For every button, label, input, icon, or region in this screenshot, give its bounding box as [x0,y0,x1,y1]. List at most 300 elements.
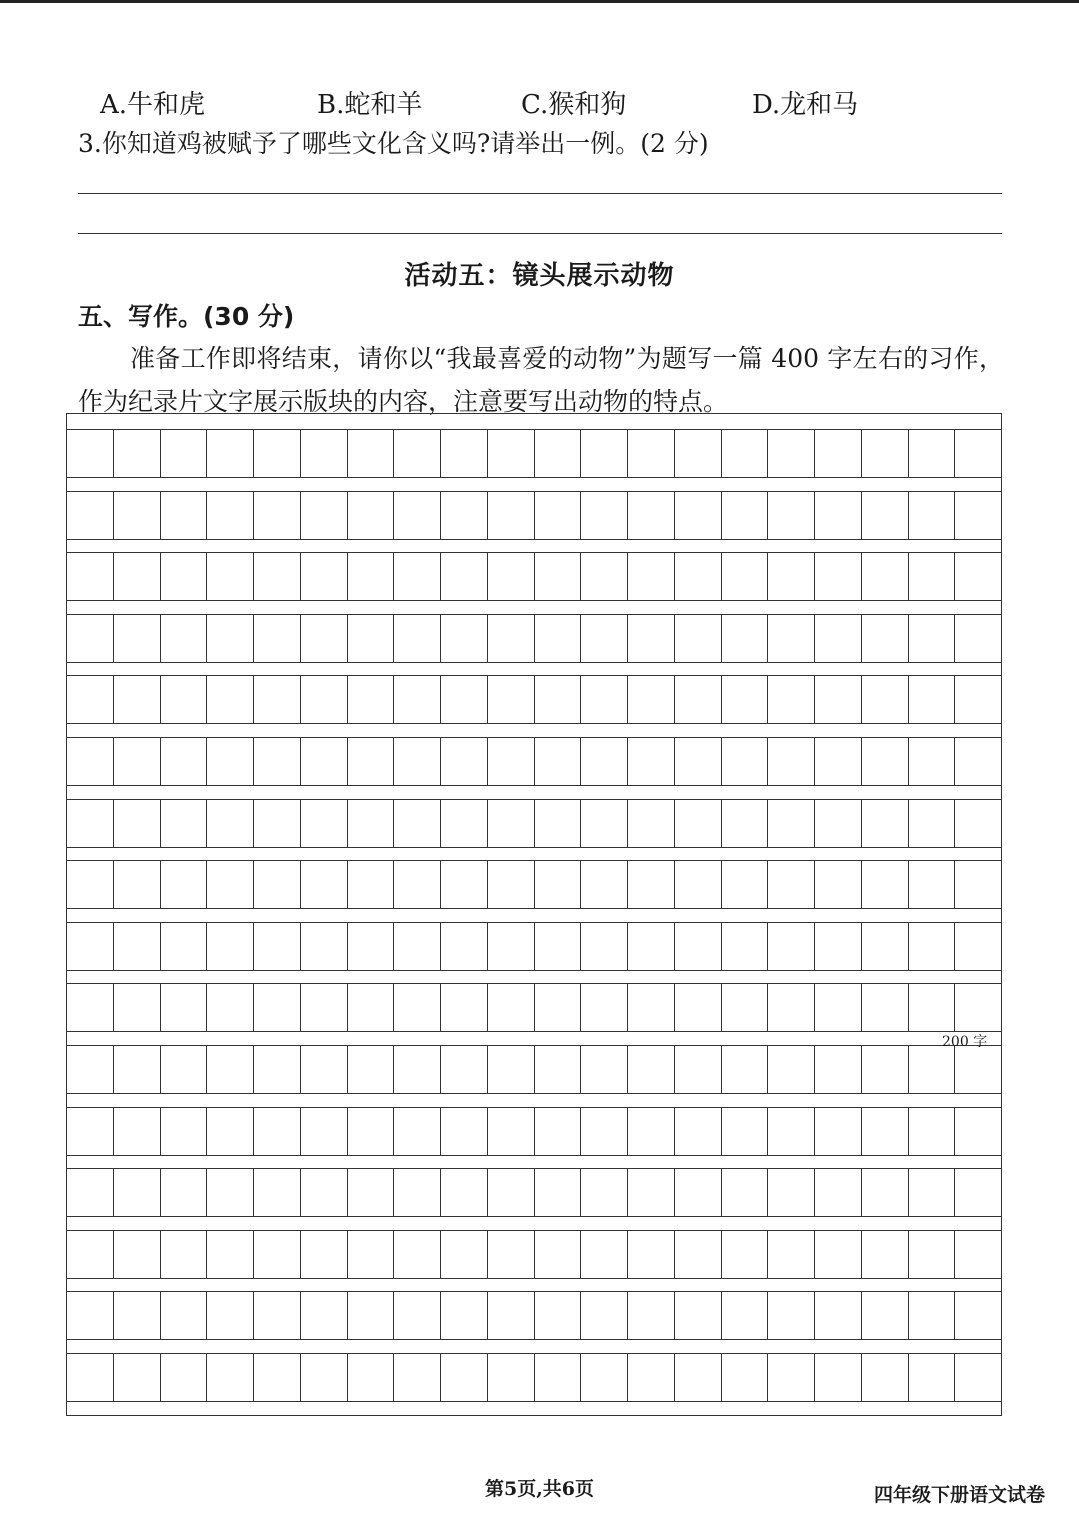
grid-cell[interactable] [67,1169,113,1216]
grid-cell[interactable] [767,1292,814,1339]
grid-cell[interactable] [300,1354,347,1401]
grid-cell[interactable] [393,1292,440,1339]
grid-cell[interactable] [487,1169,534,1216]
grid-cell[interactable] [767,861,814,908]
grid-cell[interactable] [67,1231,113,1278]
grid-cell[interactable] [487,1046,534,1093]
grid-cell[interactable] [580,1169,627,1216]
grid-cell[interactable] [814,430,861,477]
grid-cell[interactable] [253,430,300,477]
grid-cell[interactable] [721,1169,768,1216]
grid-cell[interactable] [347,1169,394,1216]
grid-cell[interactable] [767,553,814,600]
grid-cell[interactable] [767,800,814,847]
grid-cell[interactable] [160,430,207,477]
grid-cell[interactable] [627,923,674,970]
grid-cell[interactable] [861,492,908,539]
grid-cell[interactable] [67,1354,113,1401]
grid-cell[interactable] [113,430,160,477]
grid-cell[interactable] [393,984,440,1031]
grid-cell[interactable] [861,676,908,723]
grid-cell[interactable] [534,1292,581,1339]
grid-cell[interactable] [767,1231,814,1278]
grid-cell[interactable] [908,1354,955,1401]
grid-cell[interactable] [487,492,534,539]
grid-cell[interactable] [580,861,627,908]
grid-cell[interactable] [160,1292,207,1339]
grid-cell[interactable] [487,1231,534,1278]
grid-cell[interactable] [908,800,955,847]
grid-cell[interactable] [627,676,674,723]
grid-cell[interactable] [160,1108,207,1155]
grid-cell[interactable] [534,430,581,477]
grid-cell[interactable] [487,738,534,785]
grid-cell[interactable] [160,738,207,785]
grid-cell[interactable] [767,1046,814,1093]
grid-cell[interactable] [580,800,627,847]
grid-cell[interactable] [206,984,253,1031]
grid-cell[interactable] [487,984,534,1031]
grid-cell[interactable] [861,800,908,847]
grid-cell[interactable] [861,1354,908,1401]
grid-cell[interactable] [113,615,160,662]
grid-cell[interactable] [627,1292,674,1339]
grid-cell[interactable] [67,676,113,723]
grid-cell[interactable] [393,1169,440,1216]
grid-cell[interactable] [440,984,487,1031]
grid-cell[interactable] [954,1108,1001,1155]
grid-cell[interactable] [721,861,768,908]
grid-cell[interactable] [627,984,674,1031]
grid-cell[interactable] [440,430,487,477]
grid-cell[interactable] [300,615,347,662]
grid-cell[interactable] [393,676,440,723]
grid-cell[interactable] [440,738,487,785]
grid-cell[interactable] [160,553,207,600]
grid-cell[interactable] [300,861,347,908]
grid-cell[interactable] [954,1292,1001,1339]
grid-cell[interactable] [861,1169,908,1216]
grid-cell[interactable] [954,1354,1001,1401]
grid-cell[interactable] [487,676,534,723]
grid-cell[interactable] [253,738,300,785]
grid-cell[interactable] [487,430,534,477]
grid-cell[interactable] [347,1108,394,1155]
grid-cell[interactable] [908,923,955,970]
grid-cell[interactable] [206,738,253,785]
grid-cell[interactable] [440,1292,487,1339]
grid-cell[interactable] [814,861,861,908]
grid-cell[interactable] [440,1108,487,1155]
grid-cell[interactable] [674,923,721,970]
grid-cell[interactable] [440,615,487,662]
grid-cell[interactable] [861,615,908,662]
grid-cell[interactable] [347,1292,394,1339]
grid-cell[interactable] [580,1292,627,1339]
grid-cell[interactable] [393,861,440,908]
grid-cell[interactable] [160,923,207,970]
grid-cell[interactable] [113,1046,160,1093]
grid-cell[interactable] [580,676,627,723]
grid-cell[interactable] [113,923,160,970]
grid-cell[interactable] [253,800,300,847]
grid-cell[interactable] [160,861,207,908]
grid-cell[interactable] [253,861,300,908]
grid-cell[interactable] [347,923,394,970]
grid-cell[interactable] [440,1354,487,1401]
grid-cell[interactable] [347,738,394,785]
grid-cell[interactable] [253,1169,300,1216]
grid-cell[interactable] [674,492,721,539]
answer-line-2[interactable] [78,233,1002,234]
grid-cell[interactable] [206,1292,253,1339]
grid-cell[interactable] [721,492,768,539]
grid-cell[interactable] [627,492,674,539]
grid-cell[interactable] [253,923,300,970]
grid-cell[interactable] [347,553,394,600]
grid-cell[interactable] [721,984,768,1031]
grid-cell[interactable] [580,1046,627,1093]
grid-cell[interactable] [814,1108,861,1155]
grid-cell[interactable] [487,923,534,970]
grid-cell[interactable] [908,492,955,539]
grid-cell[interactable] [534,800,581,847]
grid-cell[interactable] [393,553,440,600]
grid-cell[interactable] [160,800,207,847]
grid-cell[interactable] [861,1231,908,1278]
grid-cell[interactable] [300,738,347,785]
grid-cell[interactable] [113,1108,160,1155]
grid-cell[interactable] [814,553,861,600]
grid-cell[interactable] [113,1292,160,1339]
grid-cell[interactable] [300,800,347,847]
grid-cell[interactable] [814,1046,861,1093]
grid-cell[interactable] [954,861,1001,908]
grid-cell[interactable] [580,984,627,1031]
grid-cell[interactable] [67,800,113,847]
grid-cell[interactable] [908,430,955,477]
grid-cell[interactable] [814,492,861,539]
grid-cell[interactable] [160,1169,207,1216]
grid-cell[interactable] [721,1292,768,1339]
grid-cell[interactable] [67,553,113,600]
grid-cell[interactable] [487,553,534,600]
grid-cell[interactable] [861,738,908,785]
grid-cell[interactable] [814,923,861,970]
grid-cell[interactable] [627,430,674,477]
grid-cell[interactable] [908,615,955,662]
grid-cell[interactable] [908,553,955,600]
grid-cell[interactable] [721,676,768,723]
grid-cell[interactable] [206,923,253,970]
grid-cell[interactable] [253,676,300,723]
grid-cell[interactable] [627,1046,674,1093]
grid-cell[interactable] [253,553,300,600]
grid-cell[interactable] [534,738,581,785]
grid-cell[interactable] [861,1046,908,1093]
grid-cell[interactable] [253,1292,300,1339]
grid-cell[interactable] [113,1354,160,1401]
grid-cell[interactable] [954,430,1001,477]
grid-cell[interactable] [580,1231,627,1278]
grid-cell[interactable] [440,676,487,723]
grid-cell[interactable] [300,1046,347,1093]
grid-cell[interactable] [393,923,440,970]
grid-cell[interactable] [206,430,253,477]
grid-cell[interactable] [113,492,160,539]
grid-cell[interactable] [814,1169,861,1216]
grid-cell[interactable] [580,738,627,785]
grid-cell[interactable] [206,1169,253,1216]
grid-cell[interactable] [393,492,440,539]
grid-cell[interactable] [767,676,814,723]
grid-cell[interactable] [721,738,768,785]
grid-cell[interactable] [113,738,160,785]
grid-cell[interactable] [113,984,160,1031]
grid-cell[interactable] [534,984,581,1031]
grid-cell[interactable] [767,1108,814,1155]
grid-cell[interactable] [347,984,394,1031]
answer-line-1[interactable] [78,193,1002,194]
grid-cell[interactable] [487,861,534,908]
grid-cell[interactable] [627,1108,674,1155]
grid-cell[interactable] [440,492,487,539]
grid-cell[interactable] [206,1108,253,1155]
grid-cell[interactable] [300,1108,347,1155]
grid-cell[interactable] [954,1231,1001,1278]
grid-cell[interactable] [814,1354,861,1401]
grid-cell[interactable] [206,615,253,662]
grid-cell[interactable] [113,1169,160,1216]
grid-cell[interactable] [300,676,347,723]
grid-cell[interactable] [954,553,1001,600]
grid-cell[interactable] [440,861,487,908]
grid-cell[interactable] [300,984,347,1031]
grid-cell[interactable] [347,430,394,477]
grid-cell[interactable] [347,861,394,908]
grid-cell[interactable] [674,676,721,723]
grid-cell[interactable] [253,1046,300,1093]
grid-cell[interactable] [627,1354,674,1401]
grid-cell[interactable] [721,553,768,600]
grid-cell[interactable] [113,800,160,847]
grid-cell[interactable] [908,1046,955,1093]
grid-cell[interactable] [954,492,1001,539]
grid-cell[interactable] [300,1292,347,1339]
grid-cell[interactable] [627,553,674,600]
grid-cell[interactable] [767,430,814,477]
grid-cell[interactable] [674,1169,721,1216]
grid-cell[interactable] [160,615,207,662]
grid-cell[interactable] [908,861,955,908]
grid-cell[interactable] [814,738,861,785]
grid-cell[interactable] [206,553,253,600]
grid-cell[interactable] [627,1231,674,1278]
grid-cell[interactable] [393,1046,440,1093]
grid-cell[interactable] [721,1046,768,1093]
grid-cell[interactable] [721,923,768,970]
grid-cell[interactable] [160,1354,207,1401]
grid-cell[interactable] [113,861,160,908]
grid-cell[interactable] [534,1046,581,1093]
grid-cell[interactable] [674,1292,721,1339]
grid-cell[interactable] [814,1292,861,1339]
grid-cell[interactable] [347,676,394,723]
grid-cell[interactable] [721,1231,768,1278]
grid-cell[interactable] [627,800,674,847]
grid-cell[interactable] [814,800,861,847]
grid-cell[interactable] [814,1231,861,1278]
grid-cell[interactable] [674,738,721,785]
grid-cell[interactable] [861,1108,908,1155]
grid-cell[interactable] [487,615,534,662]
grid-cell[interactable] [393,800,440,847]
grid-cell[interactable] [908,1169,955,1216]
grid-cell[interactable] [954,1169,1001,1216]
grid-cell[interactable] [347,1231,394,1278]
grid-cell[interactable] [674,984,721,1031]
grid-cell[interactable] [534,1108,581,1155]
grid-cell[interactable] [347,1354,394,1401]
grid-cell[interactable] [861,984,908,1031]
grid-cell[interactable] [300,1169,347,1216]
grid-cell[interactable] [954,923,1001,970]
grid-cell[interactable] [580,1108,627,1155]
grid-cell[interactable] [393,1354,440,1401]
grid-cell[interactable] [767,492,814,539]
grid-cell[interactable] [861,1292,908,1339]
grid-cell[interactable] [908,676,955,723]
grid-cell[interactable] [674,1046,721,1093]
grid-cell[interactable] [440,923,487,970]
grid-cell[interactable] [954,984,1001,1031]
grid-cell[interactable] [767,1354,814,1401]
grid-cell[interactable] [767,1169,814,1216]
grid-cell[interactable] [253,1354,300,1401]
grid-cell[interactable] [253,1108,300,1155]
grid-cell[interactable] [861,923,908,970]
grid-cell[interactable] [954,615,1001,662]
grid-cell[interactable] [113,1231,160,1278]
grid-cell[interactable] [347,800,394,847]
grid-cell[interactable] [113,676,160,723]
grid-cell[interactable] [487,1354,534,1401]
grid-cell[interactable] [440,553,487,600]
grid-cell[interactable] [908,1108,955,1155]
grid-cell[interactable] [814,676,861,723]
grid-cell[interactable] [206,800,253,847]
grid-cell[interactable] [67,984,113,1031]
grid-cell[interactable] [206,1046,253,1093]
grid-cell[interactable] [253,492,300,539]
grid-cell[interactable] [206,1231,253,1278]
grid-cell[interactable] [908,738,955,785]
grid-cell[interactable] [674,1231,721,1278]
grid-cell[interactable] [627,861,674,908]
grid-cell[interactable] [67,1046,113,1093]
grid-cell[interactable] [206,861,253,908]
grid-cell[interactable] [721,430,768,477]
grid-cell[interactable] [767,615,814,662]
grid-cell[interactable] [674,1354,721,1401]
grid-cell[interactable] [113,553,160,600]
grid-cell[interactable] [300,923,347,970]
grid-cell[interactable] [721,800,768,847]
grid-cell[interactable] [67,738,113,785]
grid-cell[interactable] [534,923,581,970]
grid-cell[interactable] [908,984,955,1031]
grid-cell[interactable] [206,676,253,723]
grid-cell[interactable] [534,1231,581,1278]
grid-cell[interactable] [674,615,721,662]
grid-cell[interactable] [580,615,627,662]
grid-cell[interactable] [580,553,627,600]
grid-cell[interactable] [861,430,908,477]
grid-cell[interactable] [67,615,113,662]
grid-cell[interactable] [534,615,581,662]
grid-cell[interactable] [580,923,627,970]
grid-cell[interactable] [300,1231,347,1278]
grid-cell[interactable] [580,1354,627,1401]
grid-cell[interactable] [534,1169,581,1216]
grid-cell[interactable] [393,1108,440,1155]
grid-cell[interactable] [487,800,534,847]
grid-cell[interactable] [67,430,113,477]
grid-cell[interactable] [954,676,1001,723]
grid-cell[interactable] [580,492,627,539]
grid-cell[interactable] [347,1046,394,1093]
grid-cell[interactable] [160,1046,207,1093]
grid-cell[interactable] [253,615,300,662]
grid-cell[interactable] [67,492,113,539]
grid-cell[interactable] [954,1046,1001,1093]
grid-cell[interactable] [767,738,814,785]
grid-cell[interactable] [627,738,674,785]
grid-cell[interactable] [67,861,113,908]
grid-cell[interactable] [160,984,207,1031]
grid-cell[interactable] [954,800,1001,847]
grid-cell[interactable] [67,1108,113,1155]
grid-cell[interactable] [393,430,440,477]
grid-cell[interactable] [674,553,721,600]
grid-cell[interactable] [814,615,861,662]
grid-cell[interactable] [440,1231,487,1278]
grid-cell[interactable] [674,861,721,908]
grid-cell[interactable] [908,1231,955,1278]
grid-cell[interactable] [721,1354,768,1401]
grid-cell[interactable] [300,430,347,477]
grid-cell[interactable] [767,984,814,1031]
grid-cell[interactable] [300,553,347,600]
grid-cell[interactable] [440,1046,487,1093]
grid-cell[interactable] [721,615,768,662]
grid-cell[interactable] [440,1169,487,1216]
grid-cell[interactable] [580,430,627,477]
grid-cell[interactable] [487,1108,534,1155]
grid-cell[interactable] [487,1292,534,1339]
grid-cell[interactable] [674,430,721,477]
grid-cell[interactable] [67,923,113,970]
grid-cell[interactable] [67,1292,113,1339]
grid-cell[interactable] [160,1231,207,1278]
grid-cell[interactable] [674,1108,721,1155]
grid-cell[interactable] [160,492,207,539]
grid-cell[interactable] [300,492,347,539]
grid-cell[interactable] [440,800,487,847]
grid-cell[interactable] [627,1169,674,1216]
grid-cell[interactable] [534,492,581,539]
grid-cell[interactable] [767,923,814,970]
